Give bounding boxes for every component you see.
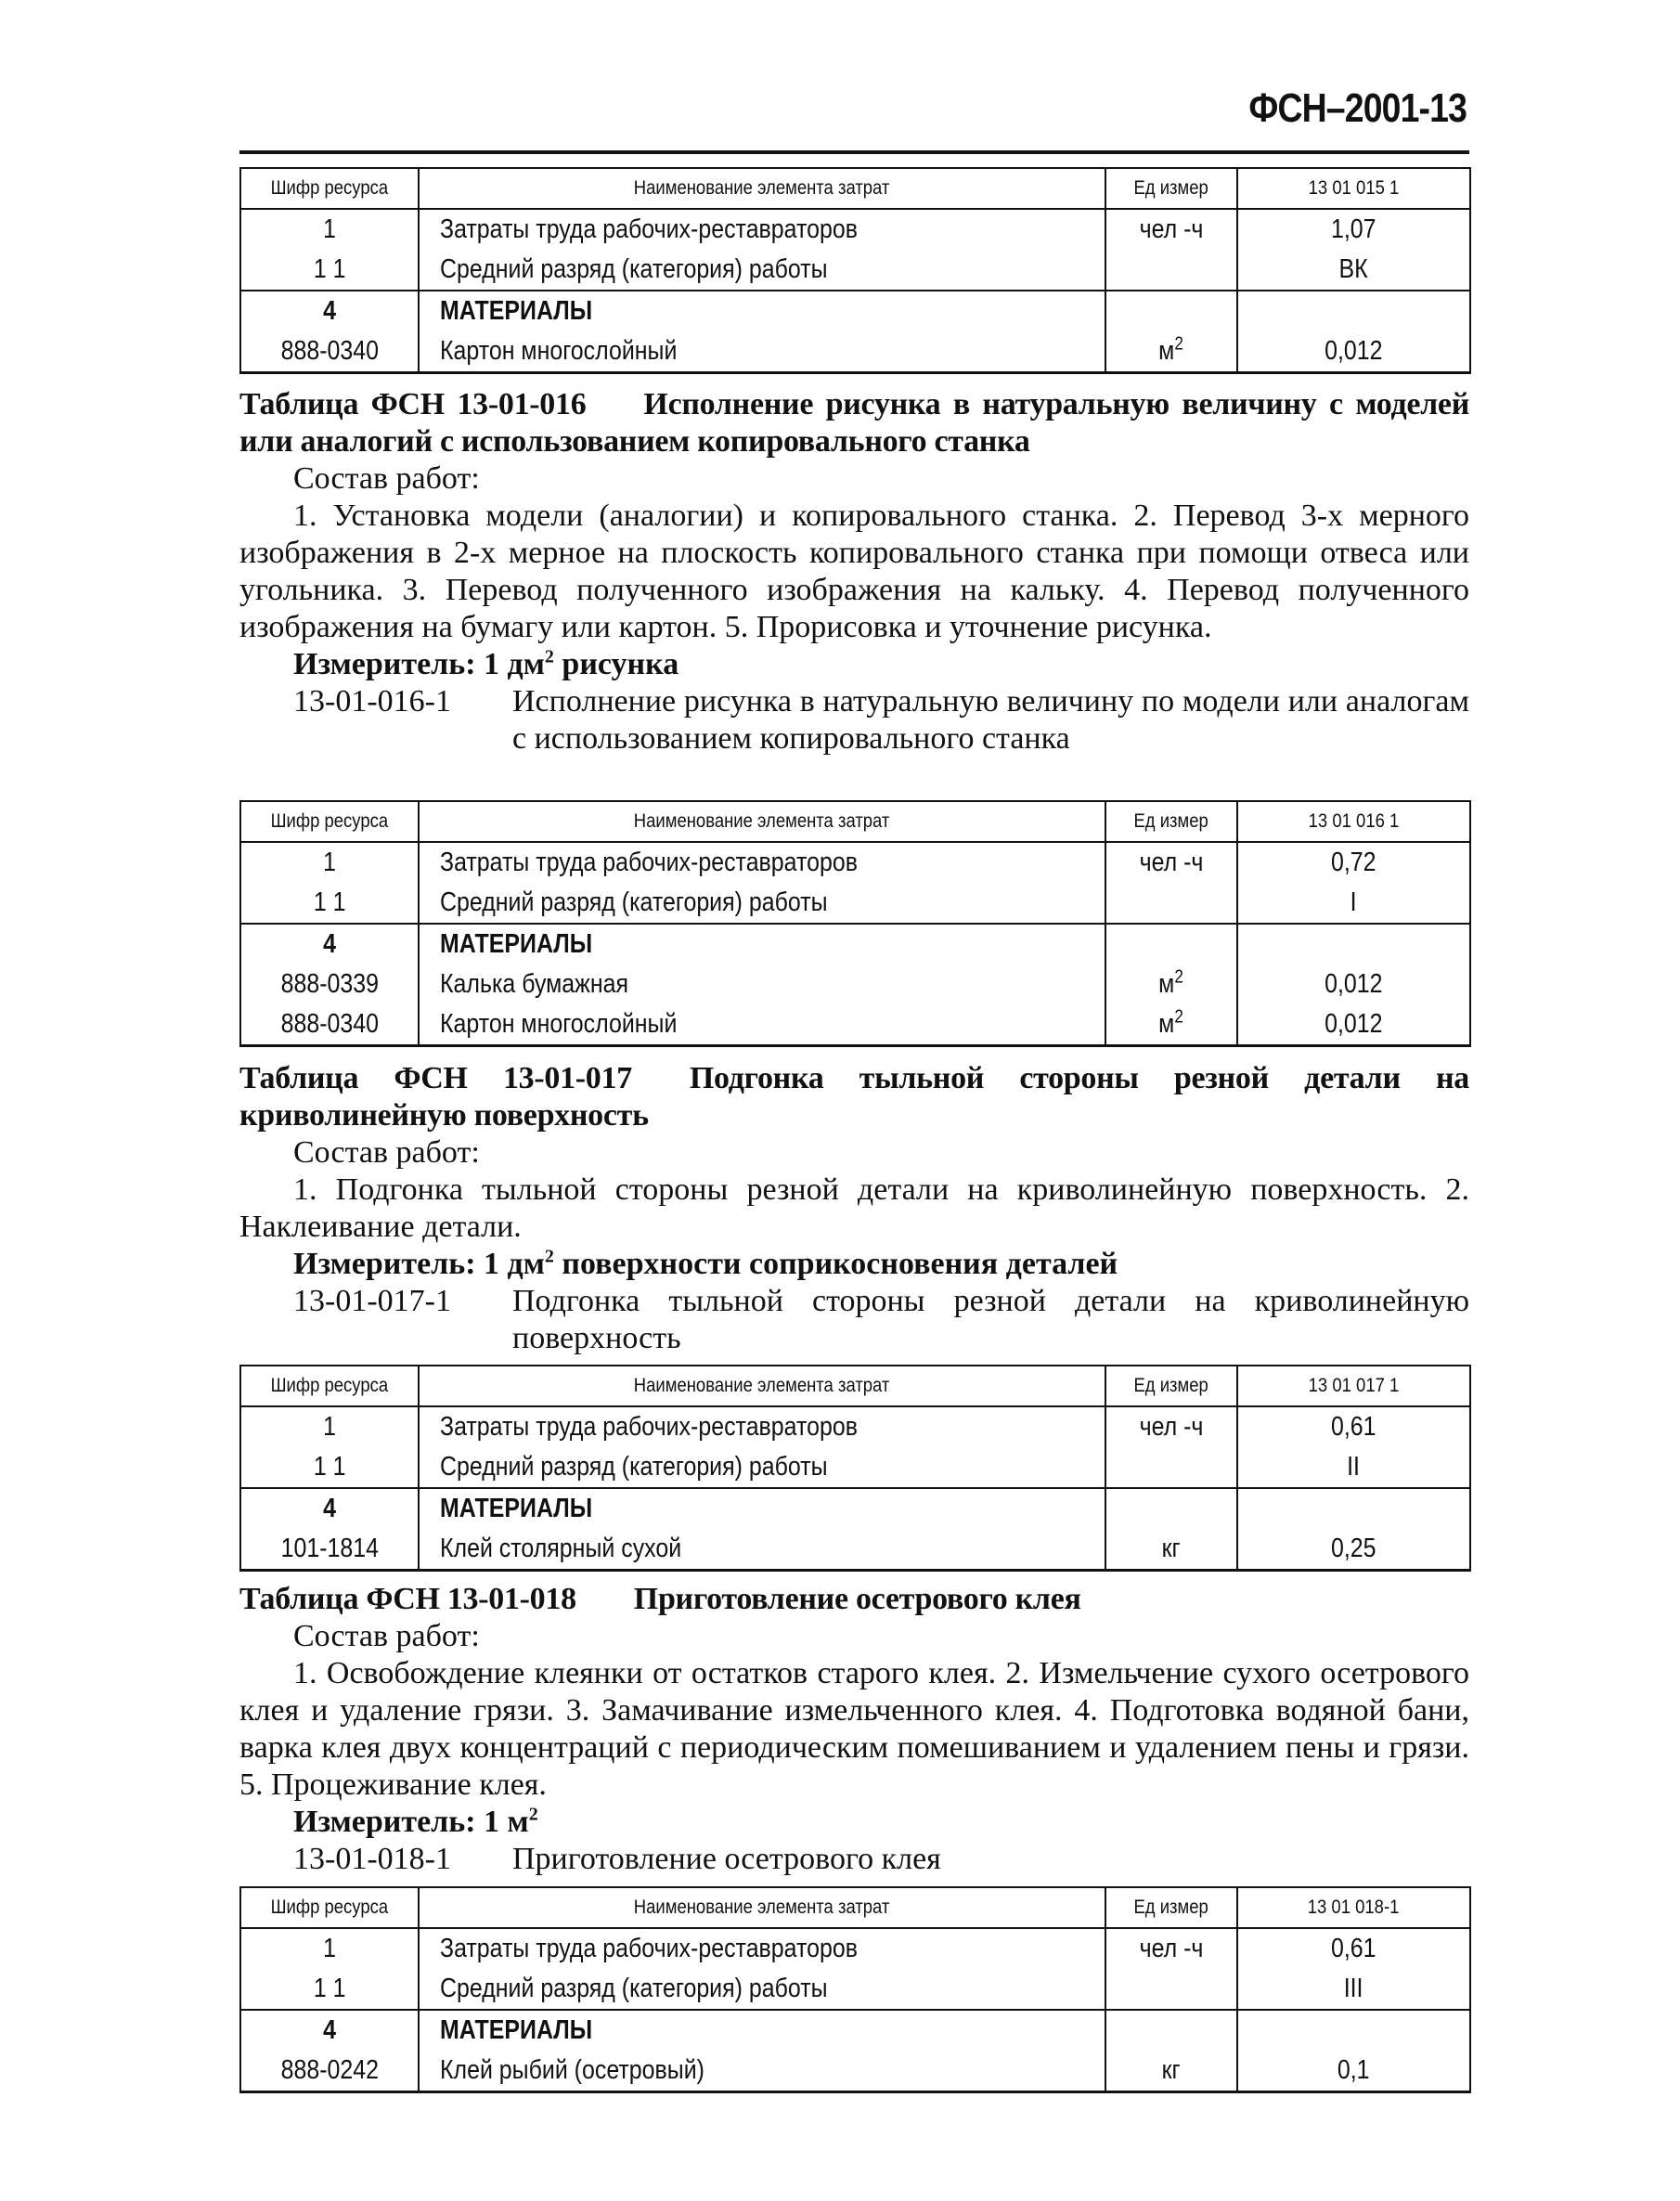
norm-table-2 [239, 800, 1471, 1047]
norm-value: 0,25 [1237, 1529, 1470, 1571]
unit [1105, 883, 1237, 924]
table-row [240, 2051, 1470, 2092]
header-resource-code: Шифр ресурса [240, 801, 419, 842]
measure-unit: Измеритель: 1 $м^2$ [293, 1804, 538, 1839]
resource-code: 1 1 [240, 1969, 419, 2010]
header-unit: Ед измер [1105, 1366, 1237, 1406]
norm-item-code: 13-01-016-1 [293, 684, 451, 719]
section-title: Таблица ФСН 13-01-018 Приготовление осетрового клея [239, 1582, 1081, 1616]
norm-value [1237, 1488, 1470, 1529]
table-row [240, 924, 1470, 965]
measure-unit: Измеритель: 1 $дм^2$ рисунка [293, 646, 679, 681]
unit [1105, 291, 1237, 331]
norm-value: 0,012 [1237, 331, 1470, 373]
element-name: Затраты труда рабочих-реставраторов [419, 1406, 1105, 1447]
unit: чел -ч [1105, 1406, 1237, 1447]
norm-item-code: 13-01-018-1 [293, 1842, 451, 1876]
element-name: МАТЕРИАЛЫ [419, 291, 1105, 331]
header-resource-code: Шифр ресурса [240, 1887, 419, 1928]
table-row [240, 1447, 1470, 1488]
works-heading: Состав работ: [293, 461, 480, 496]
table-row [240, 1488, 1470, 1529]
table-row [240, 1928, 1470, 1969]
table-row [240, 1406, 1470, 1447]
works-description: 1. Освобождение клеянки от остатков старого клея. 2. Измельчение сухого осетрового клея и удаление грязи. 3. Замачивание измельченного клея. 4. Подготовка водяной бани, варка клея двух концентраций с периодическим помешиванием и удалением пены и грязи. 5. Процеживание клея. [239, 1656, 1469, 1802]
unit: $м^2$ [1105, 1004, 1237, 1046]
section-13-01-016 [239, 386, 1469, 757]
header-unit: Ед измер [1105, 168, 1237, 209]
element-name: Затраты труда рабочих-реставраторов [419, 842, 1105, 883]
table-header-row [240, 1887, 1470, 1928]
header-unit: Ед измер [1105, 1887, 1237, 1928]
norm-item-text: Подгонка тыльной стороны резной детали на криволинейную поверхность [512, 1284, 1469, 1355]
element-name: МАТЕРИАЛЫ [419, 924, 1105, 965]
unit: чел -ч [1105, 209, 1237, 250]
unit: $м^2$ [1105, 331, 1237, 373]
element-name: Затраты труда рабочих-реставраторов [419, 1928, 1105, 1969]
unit [1105, 2010, 1237, 2051]
resource-code: 888-0339 [240, 965, 419, 1004]
element-name: Клей столярный сухой [419, 1529, 1105, 1571]
table-row [240, 883, 1470, 924]
header-element-name: Наименование элемента затрат [419, 1887, 1105, 1928]
resource-code: 4 [240, 924, 419, 965]
document-code: ФСН–2001-13 [1248, 85, 1467, 131]
works-description: 1. Подгонка тыльной стороны резной детали на криволинейную поверхность. 2. Наклеивание детали. [239, 1172, 1469, 1244]
resource-code: 1 1 [240, 883, 419, 924]
norm-value: III [1237, 1969, 1470, 2010]
norm-value: 0,61 [1237, 1928, 1470, 1969]
section-title: Таблица ФСН 13-01-016 Исполнение рисунка в натуральную величину с моделей или аналогий с использованием копировального станка [239, 387, 1469, 459]
header-element-name: Наименование элемента затрат [419, 801, 1105, 842]
unit: кг [1105, 2051, 1237, 2092]
table-row [240, 965, 1470, 1004]
norm-value [1237, 291, 1470, 331]
table-row [240, 2010, 1470, 2051]
unit: кг [1105, 1529, 1237, 1571]
unit [1105, 924, 1237, 965]
unit [1105, 1969, 1237, 2010]
element-name: Средний разряд (категория) работы [419, 250, 1105, 291]
unit [1105, 250, 1237, 291]
norm-value: 0,61 [1237, 1406, 1470, 1447]
element-name: Средний разряд (категория) работы [419, 1969, 1105, 2010]
norm-item-text: Исполнение рисунка в натуральную величину по модели или аналогам с использованием копировального станка [512, 684, 1469, 756]
norm-table-4 [239, 1886, 1471, 2093]
norm-table-1 [239, 167, 1471, 374]
element-name: Средний разряд (категория) работы [419, 1447, 1105, 1488]
header-resource-code: Шифр ресурса [240, 1366, 419, 1406]
table-header-row [240, 801, 1470, 842]
resource-code: 888-0242 [240, 2051, 419, 2092]
element-name: Калька бумажная [419, 965, 1105, 1004]
table-row [240, 209, 1470, 250]
resource-code: 1 [240, 1406, 419, 1447]
unit: чел -ч [1105, 1928, 1237, 1969]
norm-value: 1,07 [1237, 209, 1470, 250]
section-13-01-017 [239, 1060, 1469, 1357]
norm-item [239, 683, 1469, 757]
norm-value: 0,1 [1237, 2051, 1470, 2092]
table-row [240, 250, 1470, 291]
resource-code: 1 1 [240, 250, 419, 291]
element-name: Затраты труда рабочих-реставраторов [419, 209, 1105, 250]
norm-table-3 [239, 1365, 1471, 1572]
works-heading: Состав работ: [293, 1619, 480, 1653]
header-norm-code: 13 01 016 1 [1237, 801, 1470, 842]
norm-value: I [1237, 883, 1470, 924]
resource-code: 1 1 [240, 1447, 419, 1488]
header-norm-code: 13 01 018-1 [1237, 1887, 1470, 1928]
works-description: 1. Установка модели (аналогии) и копировального станка. 2. Перевод 3-х мерного изображения в 2-х мерное на плоскость копировального станка при помощи отвеса или угольника. 3. Перевод полученного изображения на кальку. 4. Перевод полученного изображения на бумагу или картон. 5. Прорисовка и уточнение рисунка. [239, 498, 1469, 644]
resource-code: 1 [240, 209, 419, 250]
norm-value: 0,012 [1237, 965, 1470, 1004]
resource-code: 101-1814 [240, 1529, 419, 1571]
works-heading: Состав работ: [293, 1135, 480, 1170]
norm-value [1237, 2010, 1470, 2051]
resource-code: 888-0340 [240, 1004, 419, 1046]
norm-value [1237, 924, 1470, 965]
norm-item [239, 1841, 1469, 1878]
norm-value: 0,72 [1237, 842, 1470, 883]
element-name: Картон многослойный [419, 331, 1105, 373]
header-element-name: Наименование элемента затрат [419, 168, 1105, 209]
norm-value: 0,012 [1237, 1004, 1470, 1046]
header-element-name: Наименование элемента затрат [419, 1366, 1105, 1406]
element-name: МАТЕРИАЛЫ [419, 2010, 1105, 2051]
resource-code: 1 [240, 842, 419, 883]
header-norm-code: 13 01 015 1 [1237, 168, 1470, 209]
table-row [240, 1004, 1470, 1046]
unit [1105, 1488, 1237, 1529]
table-row [240, 331, 1470, 373]
norm-item [239, 1283, 1469, 1357]
table-row [240, 1969, 1470, 2010]
resource-code: 4 [240, 2010, 419, 2051]
element-name: МАТЕРИАЛЫ [419, 1488, 1105, 1529]
element-name: Картон многослойный [419, 1004, 1105, 1046]
unit [1105, 1447, 1237, 1488]
resource-code: 4 [240, 291, 419, 331]
header-unit: Ед измер [1105, 801, 1237, 842]
unit: чел -ч [1105, 842, 1237, 883]
norm-item-code: 13-01-017-1 [293, 1284, 451, 1318]
header-resource-code: Шифр ресурса [240, 168, 419, 209]
norm-value: II [1237, 1447, 1470, 1488]
table-row [240, 842, 1470, 883]
table-header-row [240, 168, 1470, 209]
element-name: Клей рыбий (осетровый) [419, 2051, 1105, 2092]
resource-code: 1 [240, 1928, 419, 1969]
unit: $м^2$ [1105, 965, 1237, 1004]
table-row [240, 1529, 1470, 1571]
table-header-row [240, 1366, 1470, 1406]
norm-value: ВК [1237, 250, 1470, 291]
section-13-01-018 [239, 1581, 1469, 1878]
norm-item-text: Приготовление осетрового клея [512, 1842, 941, 1876]
resource-code: 888-0340 [240, 331, 419, 373]
element-name: Средний разряд (категория) работы [419, 883, 1105, 924]
resource-code: 4 [240, 1488, 419, 1529]
table-row [240, 291, 1470, 331]
header-norm-code: 13 01 017 1 [1237, 1366, 1470, 1406]
section-title: Таблица ФСН 13-01-017 Подгонка тыльной стороны резной детали на криволинейную поверхность [239, 1061, 1469, 1133]
header-rule [239, 150, 1469, 154]
measure-unit: Измеритель: 1 $дм^2$ поверхности соприкосновения деталей [293, 1246, 1118, 1281]
